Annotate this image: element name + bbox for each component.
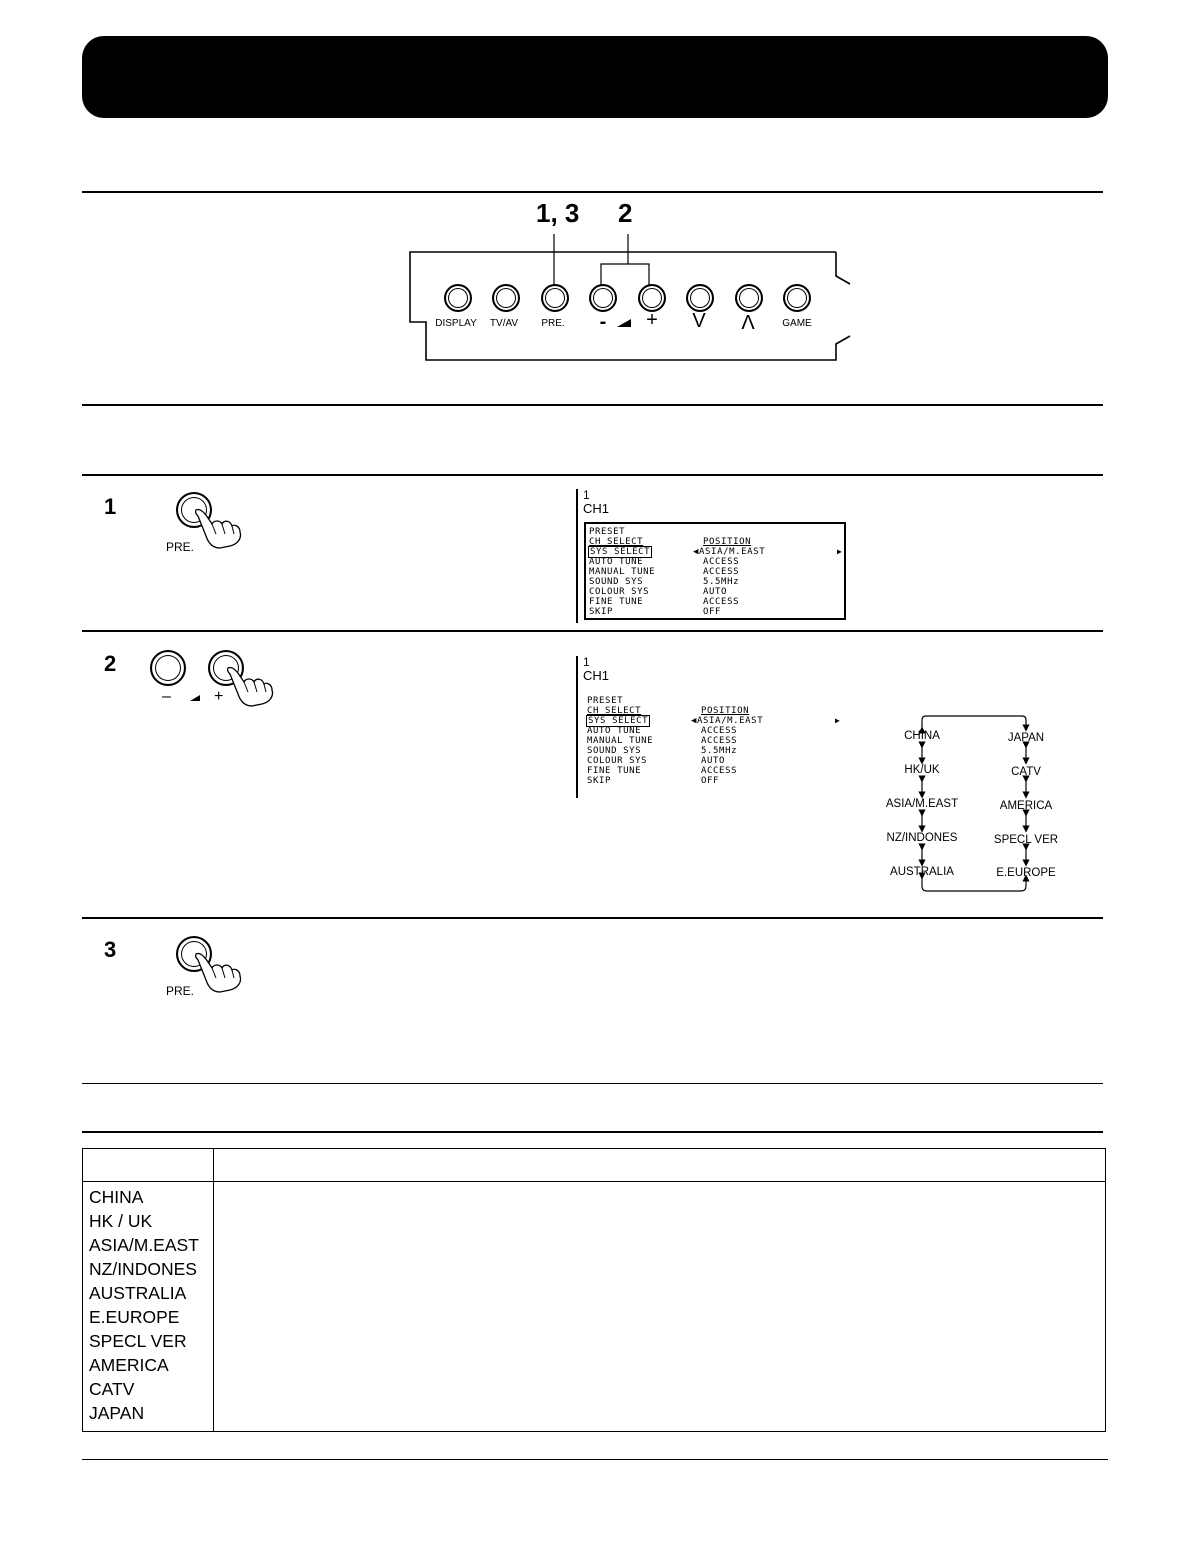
osd-row-key: AUTO TUNE [589, 557, 644, 567]
divider [82, 1131, 1103, 1133]
osd-box [584, 692, 846, 796]
osd-program-number: 1 [583, 488, 590, 502]
list-item: SPECL VER [89, 1331, 187, 1351]
region-e-europe: E.EUROPE [996, 867, 1056, 879]
osd-row-key: PRESET [587, 696, 624, 706]
system-table [82, 1148, 1106, 1432]
volume-up-label: + [646, 309, 658, 331]
step-3-button-label: PRE. [166, 984, 195, 998]
osd-row-value: ◀ASIA/M.EAST [691, 716, 764, 726]
osd-row-value: POSITION [703, 537, 752, 547]
volume-icon [190, 694, 202, 702]
osd-row-value: 5.5MHz [701, 746, 738, 756]
game-button[interactable] [783, 284, 811, 312]
divider [82, 630, 1103, 632]
osd-row-value: AUTO [701, 756, 726, 766]
osd-row-value: ACCESS [703, 597, 740, 607]
tv-av-label: TV/AV [489, 318, 519, 329]
osd-row-value: ACCESS [703, 567, 740, 577]
osd-row-key: FINE TUNE [589, 597, 644, 607]
step-1-number: 1 [104, 494, 117, 519]
osd-row-key: COLOUR SYS [587, 756, 648, 766]
divider [82, 917, 1103, 919]
osd-row-value: ACCESS [701, 766, 738, 776]
list-item: HK / UK [89, 1211, 153, 1231]
list-item: CATV [89, 1379, 135, 1399]
osd-row-key: PRESET [589, 527, 626, 537]
step-2-minus-label: – [162, 688, 171, 705]
channel-down-label: V [692, 310, 706, 332]
display-button[interactable] [444, 284, 472, 312]
step-2-minus-button[interactable] [150, 650, 186, 686]
osd-row-value: ACCESS [701, 726, 738, 736]
pressing-hand-icon [194, 506, 246, 548]
preset-button[interactable] [541, 284, 569, 312]
osd-row-key: FINE TUNE [587, 766, 642, 776]
osd-row-key: SKIP [587, 776, 612, 786]
osd-row-key: COLOUR SYS [589, 587, 650, 597]
osd-right-arrow-icon: ▶ [835, 716, 841, 725]
list-item: AMERICA [89, 1355, 169, 1375]
osd-row-key: SOUND SYS [589, 577, 644, 587]
region-australia: AUSTRALIA [890, 866, 954, 878]
callout-steps-1-3: 1, 3 [536, 198, 580, 228]
osd-menu-step-1 [576, 489, 856, 623]
list-item: NZ/INDONES [89, 1259, 197, 1279]
osd-row-value: ACCESS [703, 557, 740, 567]
osd-row-value: ◀ASIA/M.EAST [693, 547, 766, 557]
region-hk-uk: HK/UK [904, 764, 940, 776]
osd-row-value: ACCESS [701, 736, 738, 746]
osd-menu-step-2 [576, 656, 856, 798]
osd-row-key: SYS SELECT [588, 716, 649, 726]
region-japan: JAPAN [1007, 732, 1045, 744]
osd-row-key: SKIP [589, 607, 614, 617]
channel-up-button[interactable] [735, 284, 763, 312]
osd-row-key: MANUAL TUNE [589, 567, 656, 577]
osd-channel: CH1 [583, 501, 610, 516]
region-asia-m-east: ASIA/M.EAST [885, 798, 959, 810]
pressing-hand-icon [226, 664, 278, 706]
channel-up-label: Λ [741, 312, 755, 334]
list-item: CHINA [89, 1187, 144, 1207]
divider [82, 1083, 1103, 1084]
osd-row-key: MANUAL TUNE [587, 736, 654, 746]
region-specl-ver: SPECL VER [993, 834, 1059, 846]
callout-step-2: 2 [618, 198, 633, 228]
osd-row-key: SYS SELECT [590, 547, 651, 557]
osd-row-key: CH SELECT [589, 537, 644, 547]
region-catv: CATV [1011, 766, 1041, 778]
volume-up-button[interactable] [638, 284, 666, 312]
osd-row-value: OFF [701, 776, 720, 786]
osd-right-arrow-icon: ▶ [837, 547, 843, 556]
step-2-number: 2 [104, 651, 117, 676]
list-item: ASIA/M.EAST [89, 1235, 199, 1255]
region-america: AMERICA [999, 800, 1053, 812]
osd-row-value: AUTO [703, 587, 728, 597]
osd-program-number: 1 [583, 655, 590, 669]
osd-row-value: POSITION [701, 706, 750, 716]
divider [82, 191, 1103, 193]
osd-row-value: OFF [703, 607, 722, 617]
tv-av-button[interactable] [492, 284, 520, 312]
channel-down-button[interactable] [686, 284, 714, 312]
list-item: AUSTRALIA [89, 1283, 187, 1303]
list-item: JAPAN [89, 1403, 145, 1423]
game-label: GAME [782, 318, 812, 329]
osd-channel: CH1 [583, 668, 610, 683]
step-2-plus-label: + [214, 688, 224, 705]
step-3-number: 3 [104, 937, 117, 962]
pressing-hand-icon [194, 950, 246, 992]
preset-label: PRE. [541, 318, 565, 329]
volume-down-label: - [599, 311, 607, 333]
divider [82, 404, 1103, 406]
osd-box [584, 522, 846, 620]
region-china: CHINA [904, 730, 940, 742]
display-label: DISPLAY [435, 318, 477, 329]
osd-row-key: AUTO TUNE [587, 726, 642, 736]
divider [82, 1459, 1108, 1460]
volume-icon [617, 318, 633, 328]
osd-row-key: SOUND SYS [587, 746, 642, 756]
system-list [89, 1185, 199, 1425]
volume-down-button[interactable] [589, 284, 617, 312]
divider [82, 474, 1103, 476]
step-1-button-label: PRE. [166, 540, 195, 554]
region-nz-indones: NZ/INDONES [886, 832, 958, 844]
list-item: E.EUROPE [89, 1307, 180, 1327]
osd-row-key: CH SELECT [587, 706, 642, 716]
osd-row-value: 5.5MHz [703, 577, 740, 587]
title-bar [82, 36, 1108, 118]
